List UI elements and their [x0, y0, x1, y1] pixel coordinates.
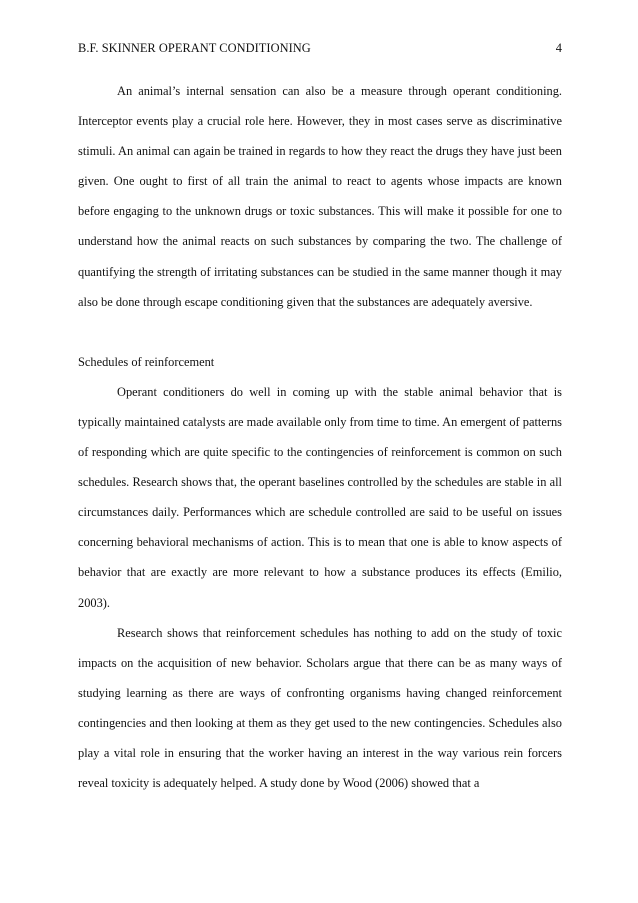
page-header: [78, 40, 562, 56]
body-paragraph-1: An animal’s internal sensation can also be a measure through operant conditioning. Interceptor events play a crucial role here. However, they in most cases serve as discriminative stimuli. An animal can again be trained in regards to how they react the drugs they have just been given. One ought to first of all train the animal to react to agents whose impacts are known before engaging to the unknown drugs or toxic substances. This will make it possible for one to understand how the animal reacts on such substances by comparing the two. The challenge of quantifying the strength of irritating substances can be studied in the same manner though it may also be done through escape conditioning given that the substances are adequately aversive.: [78, 84, 562, 309]
page-number: 4: [555, 41, 562, 55]
document-body: [78, 76, 562, 798]
body-paragraph-3: Research shows that reinforcement schedules has nothing to add on the study of toxic impacts on the acquisition of new behavior. Scholars argue that there can be as many ways of studying learning as there are ways of confronting organisms having changed reinforcement contingencies and then looking at them as they get used to the new contingencies. Schedules also play a vital role in ensuring that the worker having an interest in the way various rein forcers reveal toxicity is adequately helped. A study done by Wood (2006) showed that a: [78, 625, 562, 791]
section-heading: Schedules of reinforcement: [78, 354, 215, 369]
running-head: B.F. SKINNER OPERANT CONDITIONING: [78, 41, 311, 55]
body-paragraph-2: Operant conditioners do well in coming up with the stable animal behavior that is typically maintained catalysts are made available only from time to time. An emergent of patterns of responding which are quite specific to the contingencies of reinforcement is common on such schedules. Research shows that, the operant baselines controlled by the schedules are stable in all circumstances daily. Performances which are schedule controlled are said to be useful on issues concerning behavioral mechanisms of action. This is to mean that one is able to know aspects of behavior that are exactly are more relevant to how a substance produces its effects (Emilio, 2003).: [78, 384, 562, 610]
